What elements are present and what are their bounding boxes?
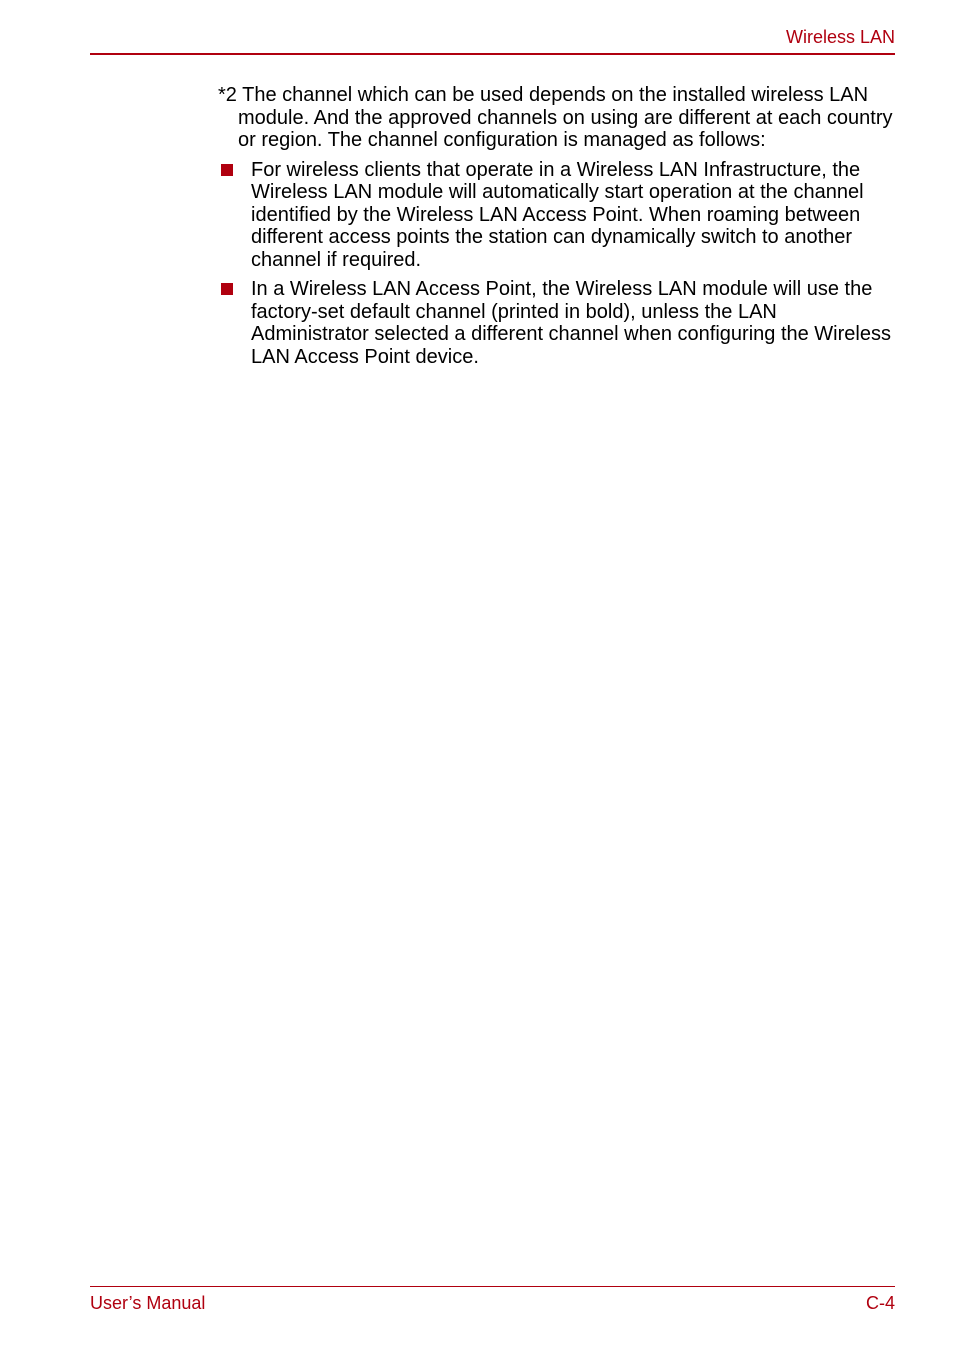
footer-divider: [90, 1286, 895, 1287]
list-item: [218, 159, 898, 272]
footnote-paragraph: *2 The channel which can be used depends on the installed wireless LAN module. And the approved channels on using are different at each country or region. The channel configuration is managed as follows:: [218, 84, 893, 151]
list-item-text: For wireless clients that operate in a Wireless LAN Infrastructure, the Wireless LAN module will automatically start operation at the channel identified by the Wireless LAN Access Point. When roaming between different access points the station can dynamically switch to another channel if required.: [251, 158, 864, 271]
bullet-list: [218, 159, 898, 369]
footer-manual-label: User’s Manual: [90, 1293, 206, 1313]
square-bullet-icon: [221, 283, 233, 295]
page-content: [218, 84, 898, 375]
list-item-text: In a Wireless LAN Access Point, the Wireless LAN module will use the factory-set default channel (printed in bold), unless the LAN Administrator selected a different channel when configuring the Wireless LAN Access Point device.: [251, 278, 891, 368]
footer-page-number: C-4: [865, 1293, 895, 1313]
square-bullet-icon: [221, 164, 233, 176]
running-header-title: Wireless LAN: [785, 27, 895, 47]
header-divider: [90, 53, 895, 55]
list-item: [218, 278, 898, 368]
